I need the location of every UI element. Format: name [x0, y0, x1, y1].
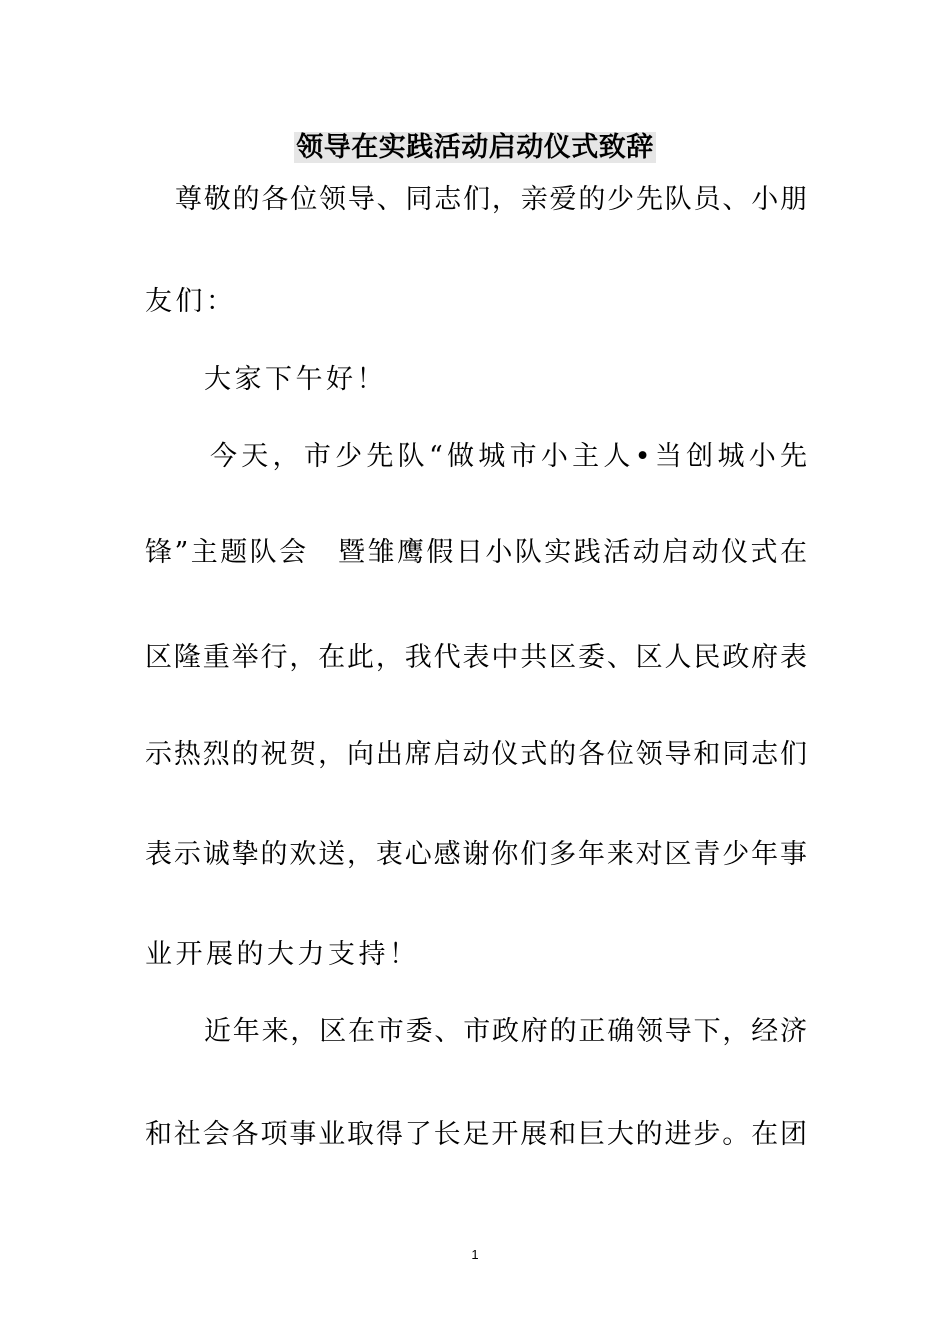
body-line-8: 表示诚挚的欢送，衷心感谢你们多年来对区青少年事 [145, 839, 807, 870]
body-line-11: 和社会各项事业取得了长足开展和巨大的进步。在团 [145, 1119, 807, 1150]
document-title-text: 领导在实践活动启动仪式致辞 [296, 132, 654, 163]
body-line-5: 锋”主题队会 暨雏鹰假日小队实践活动启动仪式在 [145, 537, 807, 568]
body-line-1: 尊敬的各位领导、同志们，亲爱的少先队员、小朋 [175, 184, 807, 215]
body-line-10: 近年来，区在市委、市政府的正确领导下，经济 [204, 1016, 807, 1047]
body-line-3: 大家下午好！ [204, 364, 387, 395]
body-line-6: 区隆重举行，在此，我代表中共区委、区人民政府表 [145, 642, 807, 673]
body-line-9: 业开展的大力支持！ [145, 939, 420, 970]
page-number: 1 [471, 1247, 479, 1262]
document-title [0, 128, 950, 168]
body-line-2: 友们： [145, 286, 237, 317]
body-line-4: 今天，市少先队“做城市小主人•当创城小先 [210, 441, 807, 472]
body-line-7: 示热烈的祝贺，向出席启动仪式的各位领导和同志们 [145, 739, 807, 770]
